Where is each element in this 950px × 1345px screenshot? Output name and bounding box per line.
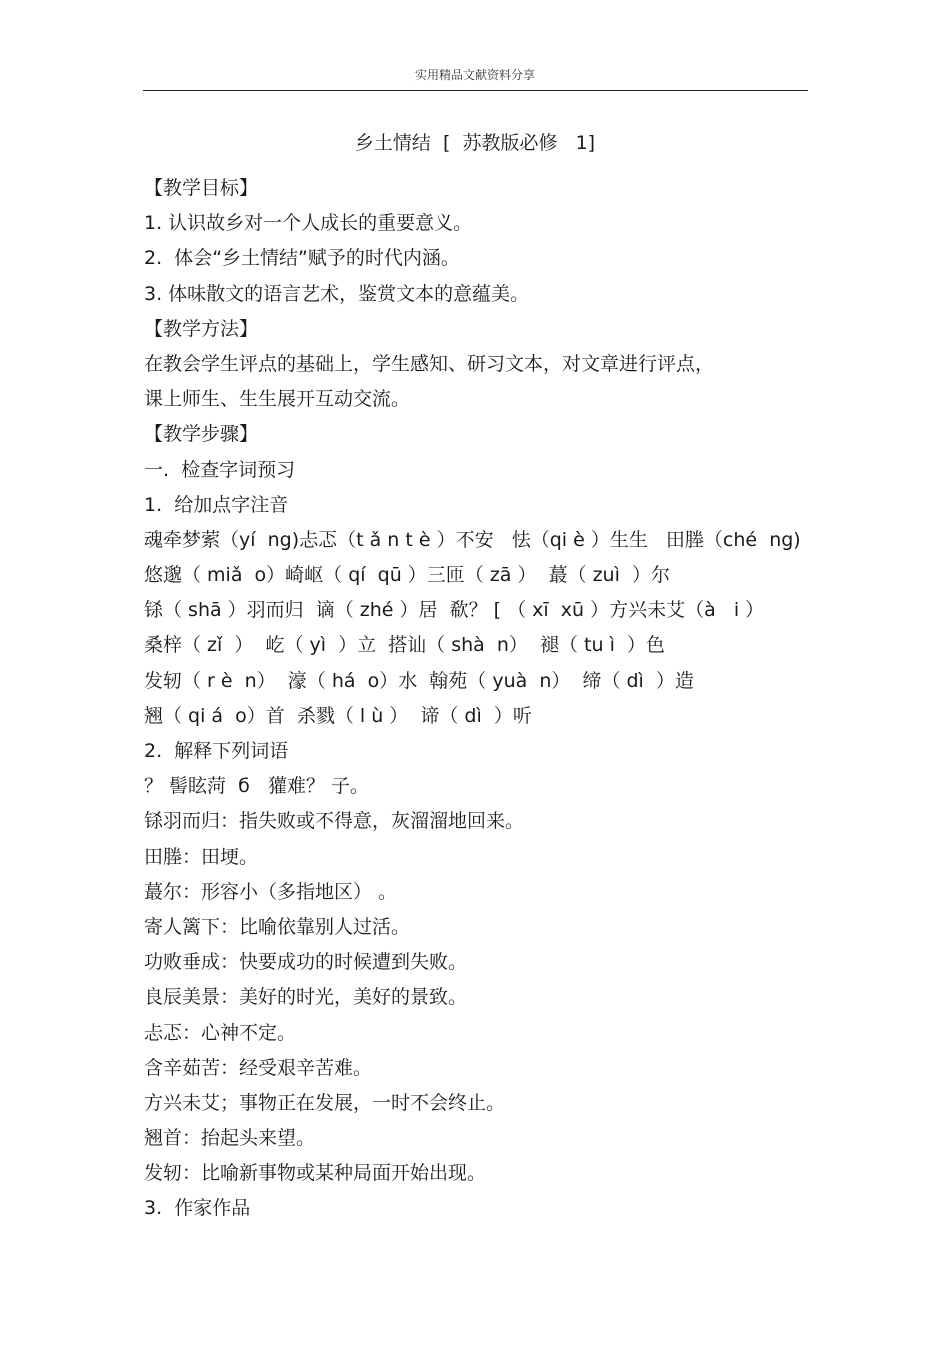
section-heading-methods: 【教学方法】 (144, 317, 259, 340)
paragraph-line: 课上师生、生生展开互动交流。 (144, 388, 411, 411)
pronunciation-line: 悠邈（ miǎ o）崎岖（ qí qū ）三匝（ zā ） 蕞（ zuì ）尔 (144, 564, 670, 587)
definition-item: 田塍：田埂。 (144, 845, 259, 868)
section-heading-steps: 【教学步骤】 (144, 423, 259, 446)
document-body (144, 171, 824, 1227)
definition-item: 铩羽而归：指失败或不得意，灰溜溜地回来。 (144, 810, 525, 833)
objective-item: 1. 认识故乡对一个人成长的重要意义。 (144, 212, 473, 235)
garbled-line: ？ 髻眩菏 б 獾难？ 子。 (144, 775, 369, 798)
section-heading-objectives: 【教学目标】 (144, 177, 259, 199)
definition-item: 含辛茹苦：经受艰辛苦难。 (144, 1056, 373, 1079)
subheading: 3. 作家作品 (144, 1197, 251, 1220)
pronunciation-line: 翘（ qi á o）首 杀戮（ l ù ） 谛（ dì ）听 (144, 704, 532, 727)
pronunciation-line: 发轫（ r è n） 濠（ há o）水 翰苑（ yuà n） 缔（ dì ）造 (144, 669, 694, 692)
pronunciation-line: 魂牵梦萦（yí ng)忐忑（t ǎ n t è ）不安 怯（qi è ）生生 田塍（ché ng) (144, 528, 801, 551)
definition-item: 方兴未艾；事物正在发展，一时不会终止。 (144, 1091, 506, 1114)
subheading: 1. 给加点字注音 (144, 493, 289, 516)
objective-item: 2. 体会“乡土情结”赋予的时代内涵。 (144, 247, 460, 270)
definition-item: 功败垂成：快要成功的时候遭到失败。 (144, 951, 468, 974)
paragraph-line: 在教会学生评点的基础上，学生感知、研习文本，对文章进行评点， (144, 352, 715, 375)
pronunciation-line: 桑梓（ zǐ ） 屹（ yì ）立 搭讪（ shà n） 褪（ tu ì ）色 (144, 634, 665, 657)
definition-item: 蕞尔：形容小（多指地区） 。 (144, 880, 398, 903)
definition-item: 翘首：抬起头来望。 (144, 1127, 316, 1150)
pronunciation-line: 铩（ shā ）羽而归 谪（ zhé ）居 欷？ [ （ xī xū ）方兴未艾（à i ） (144, 599, 765, 622)
subheading: 一. 检查字词预习 (144, 458, 296, 481)
subheading: 2. 解释下列词语 (144, 740, 289, 762)
definition-item: 寄人篱下：比喻依靠别人过活。 (144, 915, 411, 938)
definition-item: 良辰美景：美好的时光，美好的景致。 (144, 986, 468, 1009)
document-title: 乡土情结 [ 苏教版必修 1] (354, 132, 596, 154)
page-header: 实用精品文献资料分享 (414, 68, 535, 82)
objective-item: 3. 体味散文的语言艺术，鉴赏文本的意蕴美。 (144, 282, 530, 305)
definition-item: 忐忑：心神不定。 (144, 1021, 297, 1044)
definition-item: 发轫：比喻新事物或某种局面开始出现。 (144, 1162, 487, 1185)
header-rule (143, 90, 808, 91)
